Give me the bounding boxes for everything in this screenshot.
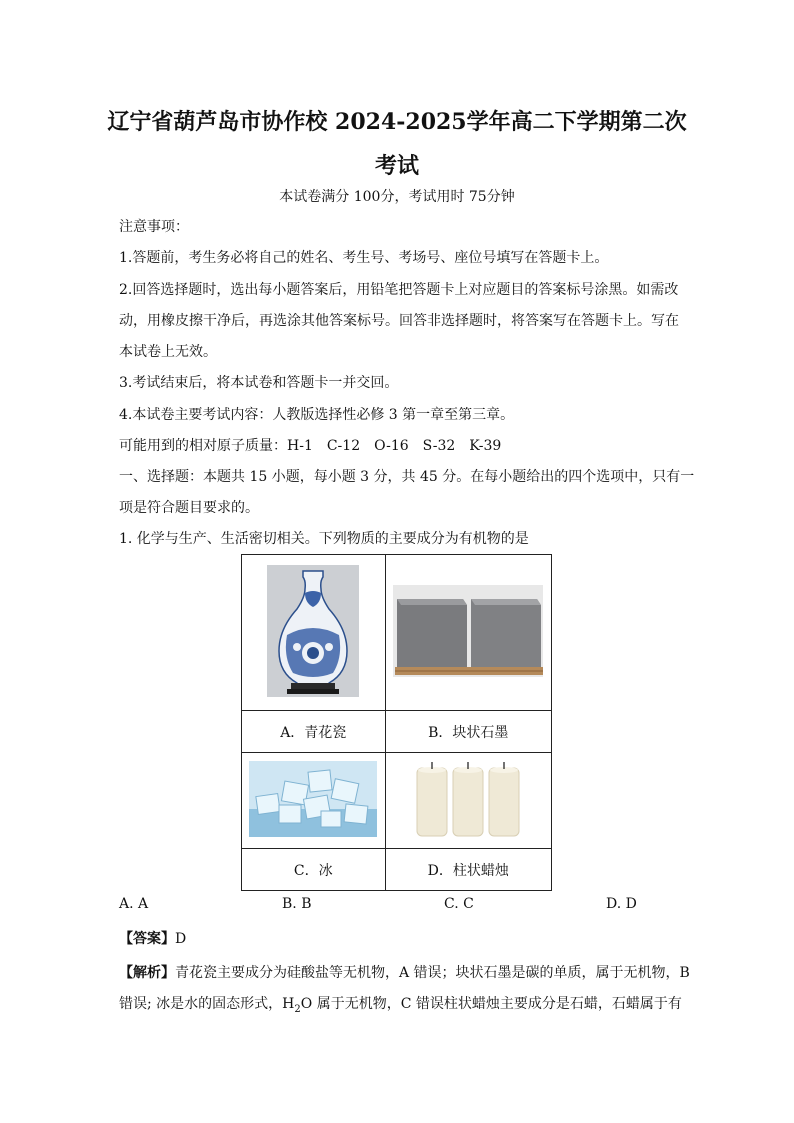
answer-value: D [175, 931, 187, 947]
question-1-analysis [119, 958, 689, 1025]
note-4: 4.本试卷主要考试内容：人教版选择性必修 3 第一章至第三章。 [119, 407, 515, 423]
blue-white-vase-image [267, 565, 359, 697]
cell-label-c: C．冰 [242, 849, 386, 891]
option-a: A. A [119, 896, 149, 912]
notes-heading: 注意事项： [119, 219, 189, 235]
answer-label: 【答案】 [119, 931, 175, 947]
analysis-text-1: 青花瓷主要成分为硅酸盐等无机物，A 错误；块状石墨是碳的单质，属于无机物，B [175, 965, 690, 981]
atomic-masses: 可能用到的相对原子质量：H-1 C-12 O-16 S-32 K-39 [119, 438, 502, 454]
question-1-answer [119, 928, 186, 948]
analysis-text-2b: O 属于无机物，C 错误柱状蜡烛主要成分是石蜡，石蜡属于有 [300, 996, 682, 1012]
section-heading-line-2: 项是符合题目要求的。 [119, 500, 259, 516]
graphite-block-image [393, 585, 543, 677]
option-d: D. D [606, 896, 637, 912]
analysis-line-2 [119, 989, 689, 1025]
cell-label-a: A．青花瓷 [242, 711, 386, 753]
page-subtitle: 本试卷满分 100分，考试用时 75分钟 [279, 189, 515, 205]
ice-cubes-image [249, 761, 377, 837]
cell-image-d [385, 753, 551, 849]
section-heading-line-1: 一、选择题：本题共 15 小题，每小题 3 分，共 45 分。在每小题给出的四个选项中，只有一 [119, 469, 695, 485]
analysis-subscript: 2 [294, 1003, 301, 1015]
analysis-label: 【解析】 [119, 965, 175, 981]
question-1-stem: 1. 化学与生产、生活密切相关。下列物质的主要成分为有机物的是 [119, 531, 529, 547]
analysis-text-2a: 错误; 冰是水的固态形式，H [119, 996, 295, 1012]
question-1-table [241, 554, 552, 891]
cell-image-a [242, 555, 386, 711]
note-2-line-3: 本试卷上无效。 [119, 344, 217, 360]
note-2-line-2: 动，用橡皮擦干净后，再选涂其他答案标号。回答非选择题时，将答案写在答题卡上。写在 [119, 313, 679, 329]
note-1: 1.答题前，考生务必将自己的姓名、考生号、考场号、座位号填写在答题卡上。 [119, 250, 609, 266]
option-c: C. C [444, 896, 474, 912]
note-3: 3.考试结束后，将本试卷和答题卡一并交回。 [119, 375, 399, 391]
cell-label-d: D．柱状蜡烛 [385, 849, 551, 891]
cell-image-c [242, 753, 386, 849]
note-2-line-1: 2.回答选择题时，选出每小题答案后，用铅笔把答题卡上对应题目的答案标号涂黑。如需改 [119, 282, 679, 298]
cell-label-b: B．块状石墨 [385, 711, 551, 753]
page-title: 辽宁省葫芦岛市协作校 2024-2025学年高二下学期第二次考试 [107, 109, 687, 179]
cell-image-b [385, 555, 551, 711]
analysis-line-1 [119, 958, 689, 989]
candles-image [413, 760, 523, 838]
option-b: B. B [282, 896, 312, 912]
